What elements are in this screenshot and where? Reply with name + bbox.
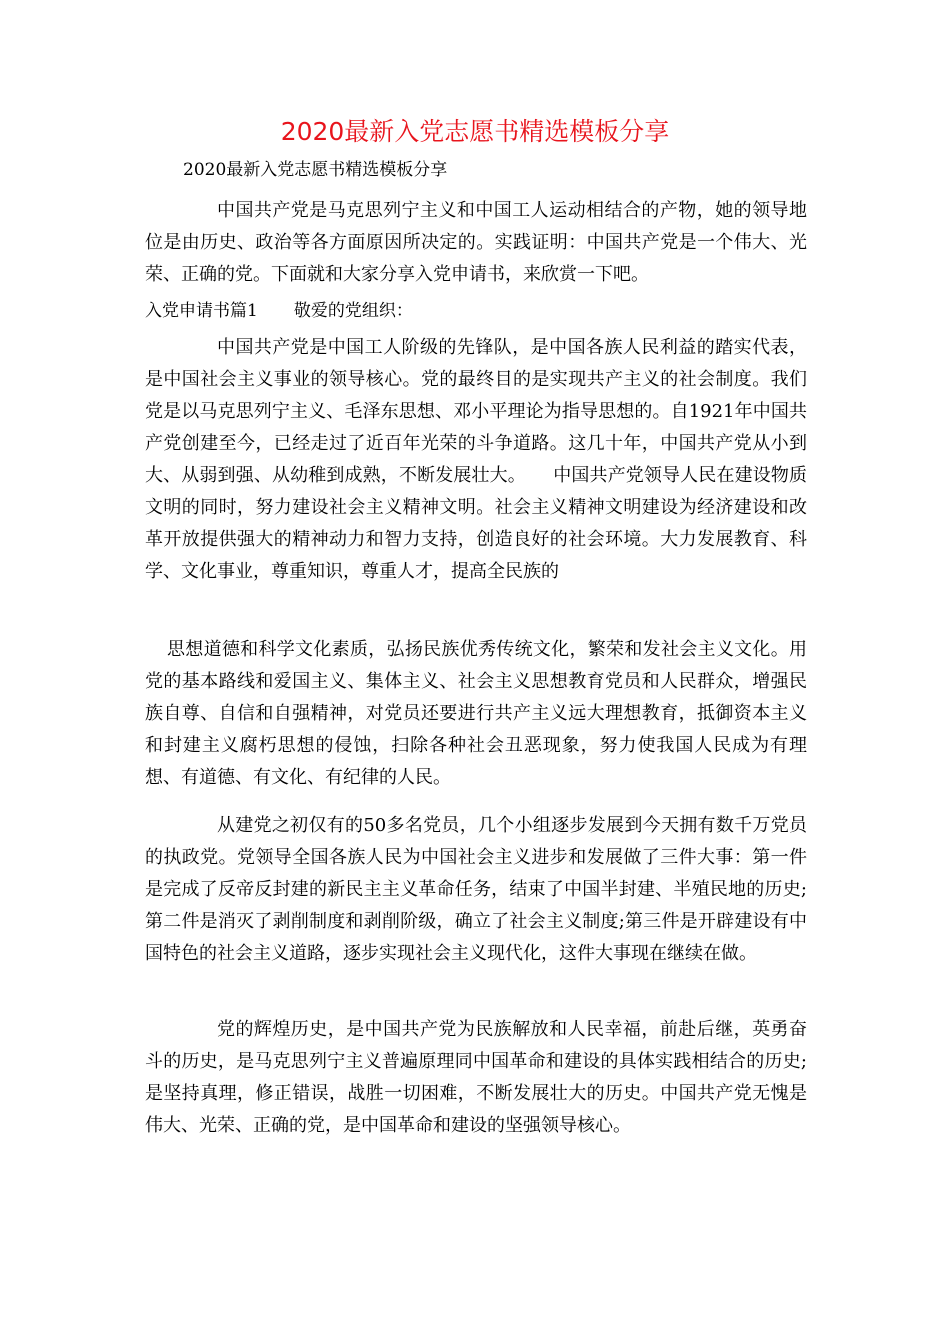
- body-paragraph: 党的辉煌历史，是中国共产党为民族解放和人民幸福，前赴后继，英勇奋斗的历史，是马克思列宁主义普遍原理同中国革命和建设的具体实践相结合的历史;是坚持真理，修正错误，战胜一切困难，不断发展壮大的历史。中国共产党无愧是伟大、光荣、正确的党，是中国革命和建设的坚强领导核心。: [145, 1019, 807, 1136]
- section-label: 入党申请书篇1: [145, 301, 258, 321]
- document-title: 2020最新入党志愿书精选模板分享: [280, 117, 670, 146]
- body-paragraph: 从建党之初仅有的50多名党员，几个小组逐步发展到今天拥有数千万党员的执政党。党领导全国各族人民为中国社会主义进步和发展做了三件大事：第一件是完成了反帝反封建的新民主主义革命任务，结束了中国半封建、半殖民地的历史;第二件是消灭了剥削制度和剥削阶级，确立了社会主义制度;第三件是开辟建设有中国特色的社会主义道路，逐步实现社会主义现代化，这件大事现在继续在做。: [145, 815, 807, 964]
- section-heading: [145, 295, 413, 327]
- document-subtitle: 2020最新入党志愿书精选模板分享: [183, 160, 448, 180]
- body-paragraph: 思想道德和科学文化素质，弘扬民族优秀传统文化，繁荣和发社会主义文化。用党的基本路线和爱国主义、集体主义、社会主义思想教育党员和人民群众，增强民族自尊、自信和自强精神，对党员还要进行共产主义远大理想教育，抵御资本主义和封建主义腐朽思想的侵蚀，扫除各种社会丑恶现象，努力使我国人民成为有理想、有道德、有文化、有纪律的人民。: [145, 639, 807, 788]
- intro-paragraph: 中国共产党是马克思列宁主义和中国工人运动相结合的产物，她的领导地位是由历史、政治等各方面原因所决定的。实践证明：中国共产党是一个伟大、光荣、正确的党。下面就和大家分享入党申请书，来欣赏一下吧。: [145, 200, 807, 285]
- body-paragraph: 中国共产党是中国工人阶级的先锋队，是中国各族人民利益的踏实代表，是中国社会主义事业的领导核心。党的最终目的是实现共产主义的社会制度。我们党是以马克思列宁主义、毛泽东思想、邓小平理论为指导思想的。自1921年中国共产党创建至今，已经走过了近百年光荣的斗争道路。这几十年，中国共产党从小到大、从弱到强、从幼稚到成熟，不断发展壮大。 中国共产党领导人民在建设物质文明的同时，努力建设社会主义精神文明。社会主义精神文明建设为经济建设和改革开放提供强大的精神动力和智力支持，创造良好的社会环境。大力发展教育、科学、文化事业，尊重知识，尊重人才，提高全民族的: [145, 337, 807, 582]
- salutation: 敬爱的党组织：: [293, 301, 413, 321]
